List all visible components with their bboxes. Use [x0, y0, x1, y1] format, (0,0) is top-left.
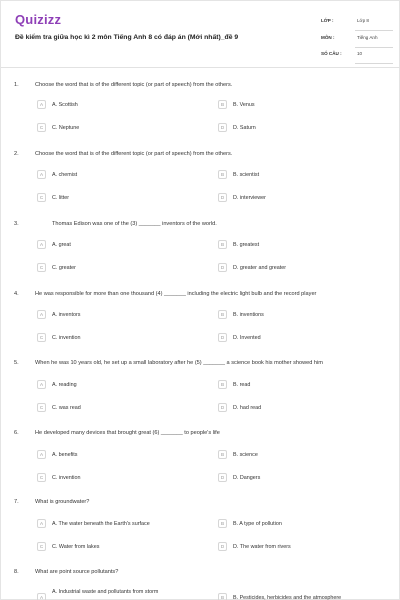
option-letter-c: C [37, 333, 46, 342]
question-count-underline [355, 63, 393, 64]
option-letter-d: D [218, 333, 227, 342]
option-text: B. A type of pollution [233, 520, 282, 527]
option-text: C. greater [52, 264, 76, 271]
option-letter-c: C [37, 123, 46, 132]
subject-value: Tiếng Anh [357, 35, 378, 40]
question-text: He was responsible for more than one thousand (4) _______ including the electric light bulb and the record player [35, 291, 317, 297]
option-letter-d: D [218, 193, 227, 202]
option-text: C. Water from lakes [52, 543, 100, 550]
option-letter-d: D [218, 473, 227, 482]
option-letter-a: A [37, 240, 46, 249]
question-count-field [321, 46, 387, 66]
question-text: When he was 10 years old, he set up a small laboratory after he (5) _______ a science book his mother showed him [35, 360, 323, 366]
option-letter-d: D [218, 542, 227, 551]
grade-label: LỚP : [321, 18, 334, 23]
option-text: A. inventors [52, 311, 81, 318]
option-letter-b: B [218, 100, 227, 109]
option-letter-c: C [37, 263, 46, 272]
option-text: D. Saturn [233, 124, 256, 131]
option-text: C. was read [52, 404, 81, 411]
option-letter-a: A [37, 519, 46, 528]
question-number: 2. [14, 151, 19, 157]
option-letter-a: A [37, 380, 46, 389]
question-text: What are point source pollutants? [35, 569, 119, 575]
option-text: A. reading [52, 381, 77, 388]
question-number: 6. [14, 430, 19, 436]
question-text: Thomas Edison was one of the (3) _______ inventors of the world. [52, 221, 217, 227]
question-text: Choose the word that is of the different topic (or part of speech) from the others. [35, 151, 233, 157]
question-number: 4. [14, 291, 19, 297]
option-letter-c: C [37, 542, 46, 551]
quizizz-logo: Quizizz [15, 12, 62, 27]
option-letter-b: B [218, 519, 227, 528]
option-text: A. chemist [52, 171, 78, 178]
option-letter-b: B [218, 240, 227, 249]
option-letter-d: D [218, 123, 227, 132]
option-letter-d: D [218, 403, 227, 412]
question-text: What is groundwater? [35, 499, 90, 505]
option-text: B. inventions [233, 311, 264, 318]
option-text: A. Industrial waste and pollutants from storm [52, 589, 159, 595]
option-letter-a: A [37, 170, 46, 179]
option-text: B. greatest [233, 241, 260, 248]
option-text: B. read [233, 381, 251, 388]
question-number: 5. [14, 360, 19, 366]
option-letter-b: B [218, 593, 227, 600]
question-count-value: 10 [357, 51, 363, 56]
option-text: C. invention [52, 474, 81, 481]
question-text: Choose the word that is of the different topic (or part of speech) from the others. [35, 82, 233, 88]
option-text: B. Pesticides, herbicides and the atmosphere [233, 594, 342, 600]
question-text: He developed many devices that brought great (6) _______ to people's life [35, 430, 220, 436]
option-text: D. Invented [233, 334, 261, 341]
option-text: D. Dangers [233, 474, 261, 481]
option-letter-b: B [218, 380, 227, 389]
option-text: C. invention [52, 334, 81, 341]
option-text: B. Venus [233, 101, 255, 108]
option-letter-b: B [218, 310, 227, 319]
grade-value: Lớp 8 [357, 18, 369, 23]
option-letter-c: C [37, 403, 46, 412]
option-text: A. great [52, 241, 71, 248]
option-letter-a: A [37, 593, 46, 600]
option-letter-b: B [218, 170, 227, 179]
option-text: A. Scottish [52, 101, 78, 108]
option-letter-a: A [37, 310, 46, 319]
option-text: D. greater and greater [233, 264, 287, 271]
question-number: 7. [14, 499, 19, 505]
option-text: B. scientist [233, 171, 260, 178]
quiz-title: Đề kiểm tra giữa học kì 2 môn Tiếng Anh 8 có đáp án (Mới nhất)_đề 9 [15, 34, 239, 41]
option-text: D. had read [233, 404, 262, 411]
option-letter-b: B [218, 450, 227, 459]
option-letter-c: C [37, 473, 46, 482]
option-letter-d: D [218, 263, 227, 272]
option-letter-c: C [37, 193, 46, 202]
question-count-label: SỐ CÂU : [321, 51, 342, 56]
subject-label: MÔN : [321, 35, 335, 40]
option-text: B. science [233, 451, 258, 458]
option-text: C. litter [52, 194, 70, 201]
question-number: 8. [14, 569, 19, 575]
option-text: C. Neptune [52, 124, 80, 131]
option-text: A. The water beneath the Earth's surface [52, 520, 150, 527]
question-number: 1. [14, 82, 19, 88]
option-text: A. benefits [52, 451, 78, 458]
question-number: 3. [14, 221, 19, 227]
option-letter-a: A [37, 100, 46, 109]
option-text: D. interviewer [233, 194, 266, 201]
option-text: D. The water from rivers [233, 543, 291, 550]
header-divider [1, 67, 400, 68]
option-letter-a: A [37, 450, 46, 459]
